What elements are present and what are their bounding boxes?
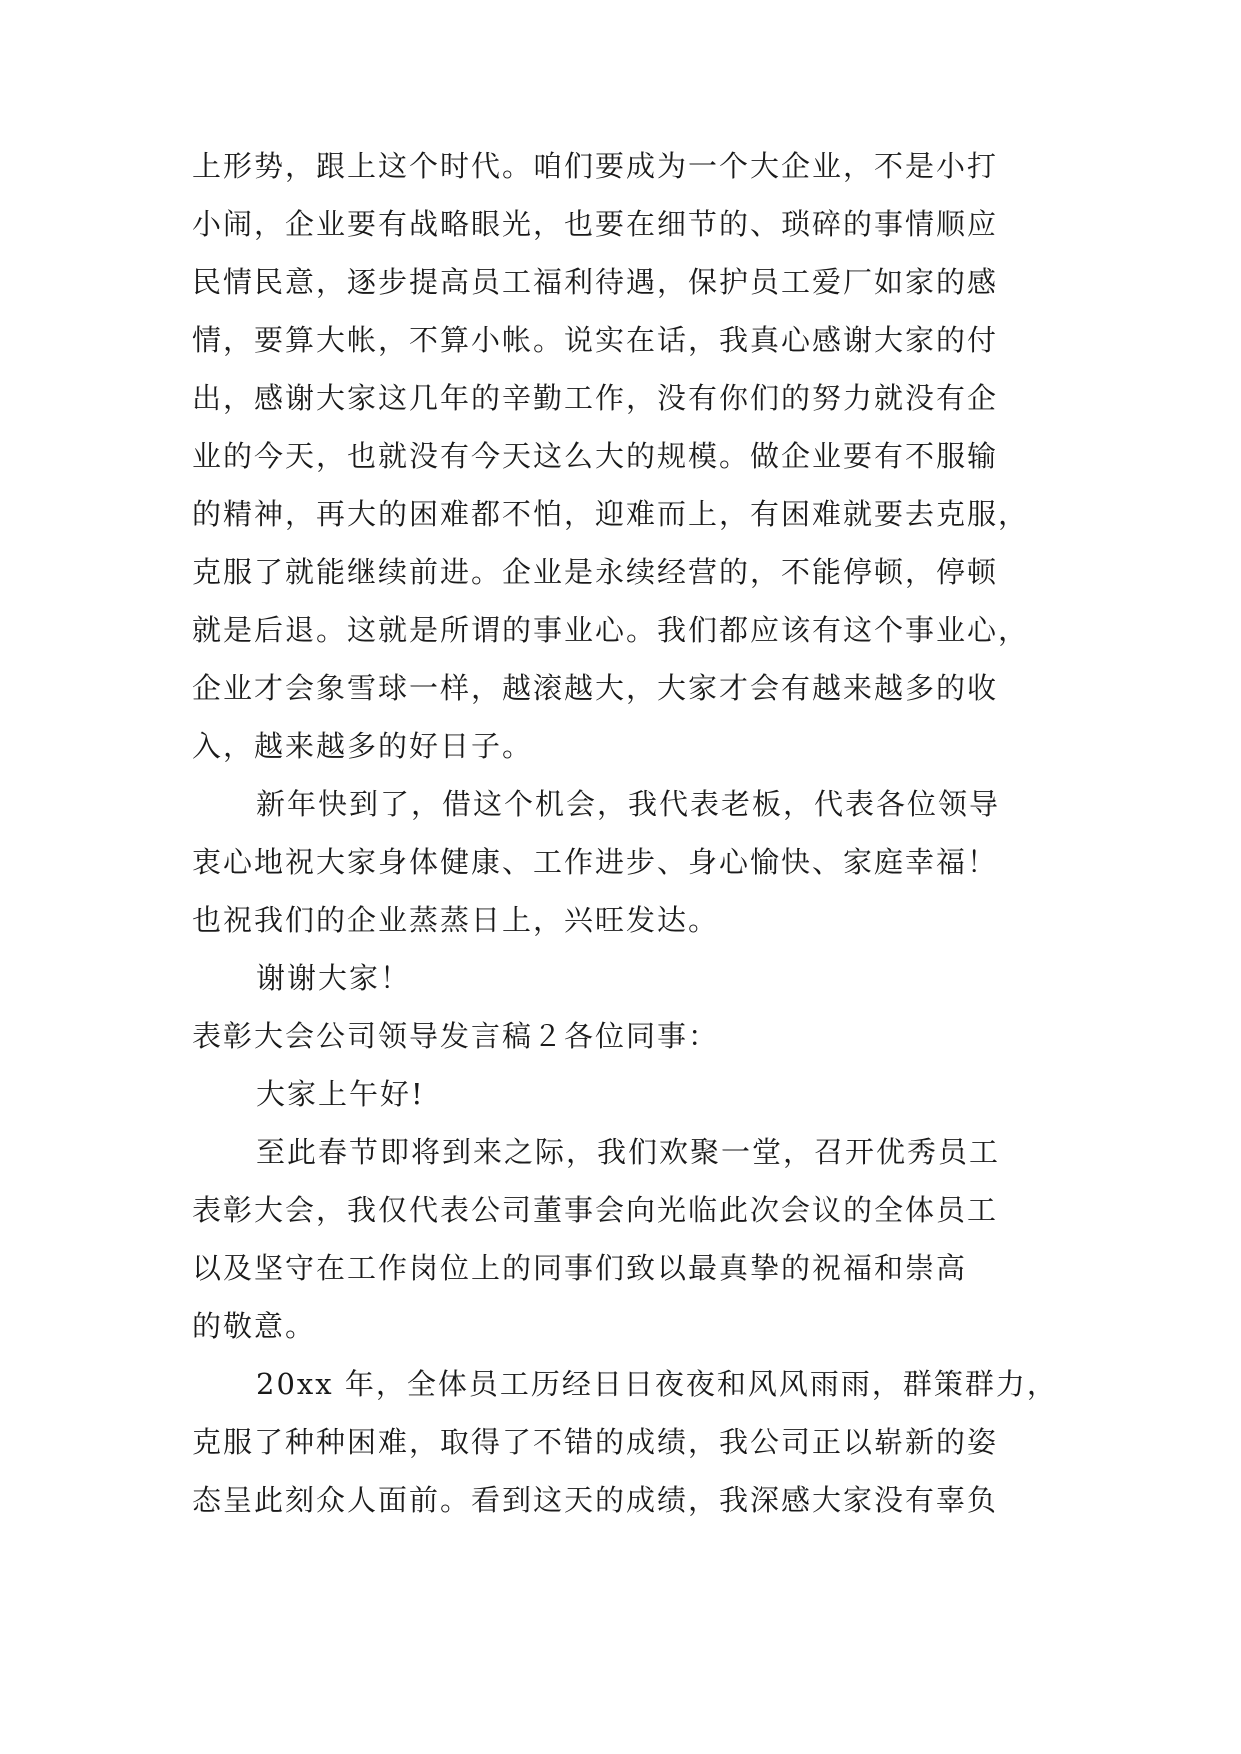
paragraph-first-line: 20xx 年，全体员工历经日日夜夜和风风雨雨，群策群力， (256, 1367, 1058, 1401)
text-line: 业的今天，也就没有今天这么大的规模。做企业要有不服输 (192, 439, 999, 473)
text-line: 民情民意，逐步提高员工福利待遇，保护员工爱厂如家的感 (192, 265, 999, 299)
text-line: 上形势，跟上这个时代。咱们要成为一个大企业，不是小打 (192, 149, 999, 183)
text-line: 的敬意。 (192, 1309, 317, 1343)
paragraph-first-line: 谢谢大家！ (256, 961, 412, 995)
text-line: 入，越来越多的好日子。 (192, 729, 534, 763)
text-line: 克服了就能继续前进。企业是永续经营的，不能停顿，停顿 (192, 555, 999, 589)
text-line: 情，要算大帐，不算小帐。说实在话，我真心感谢大家的付 (192, 323, 999, 357)
paragraph-first-line: 至此春节即将到来之际，我们欢聚一堂，召开优秀员工 (256, 1135, 1001, 1169)
text-line: 出，感谢大家这几年的辛勤工作，没有你们的努力就没有企 (192, 381, 999, 415)
section-heading: 表彰大会公司领导发言稿２各位同事： (192, 1019, 720, 1053)
text-line: 衷心地祝大家身体健康、工作进步、身心愉快、家庭幸福！ (192, 845, 999, 879)
greeting-line: 大家上午好! (256, 1077, 425, 1111)
text-line: 也祝我们的企业蒸蒸日上，兴旺发达。 (192, 903, 720, 937)
text-line: 的精神，再大的困难都不怕，迎难而上，有困难就要去克服， (192, 497, 1030, 531)
text-line: 就是后退。这就是所谓的事业心。我们都应该有这个事业心， (192, 613, 1030, 647)
text-line: 企业才会象雪球一样，越滚越大，大家才会有越来越多的收 (192, 671, 999, 705)
text-line: 以及坚守在工作岗位上的同事们致以最真挚的祝福和崇高 (192, 1251, 968, 1285)
document-body (192, 137, 1062, 1529)
text-line: 表彰大会，我仅代表公司董事会向光临此次会议的全体员工 (192, 1193, 999, 1227)
text-line: 小闹，企业要有战略眼光，也要在细节的、琐碎的事情顺应 (192, 207, 999, 241)
text-line: 态呈此刻众人面前。看到这天的成绩，我深感大家没有辜负 (192, 1483, 999, 1517)
text-line: 克服了种种困难，取得了不错的成绩，我公司正以崭新的姿 (192, 1425, 999, 1459)
paragraph-first-line: 新年快到了，借这个机会，我代表老板，代表各位领导 (256, 787, 1001, 821)
